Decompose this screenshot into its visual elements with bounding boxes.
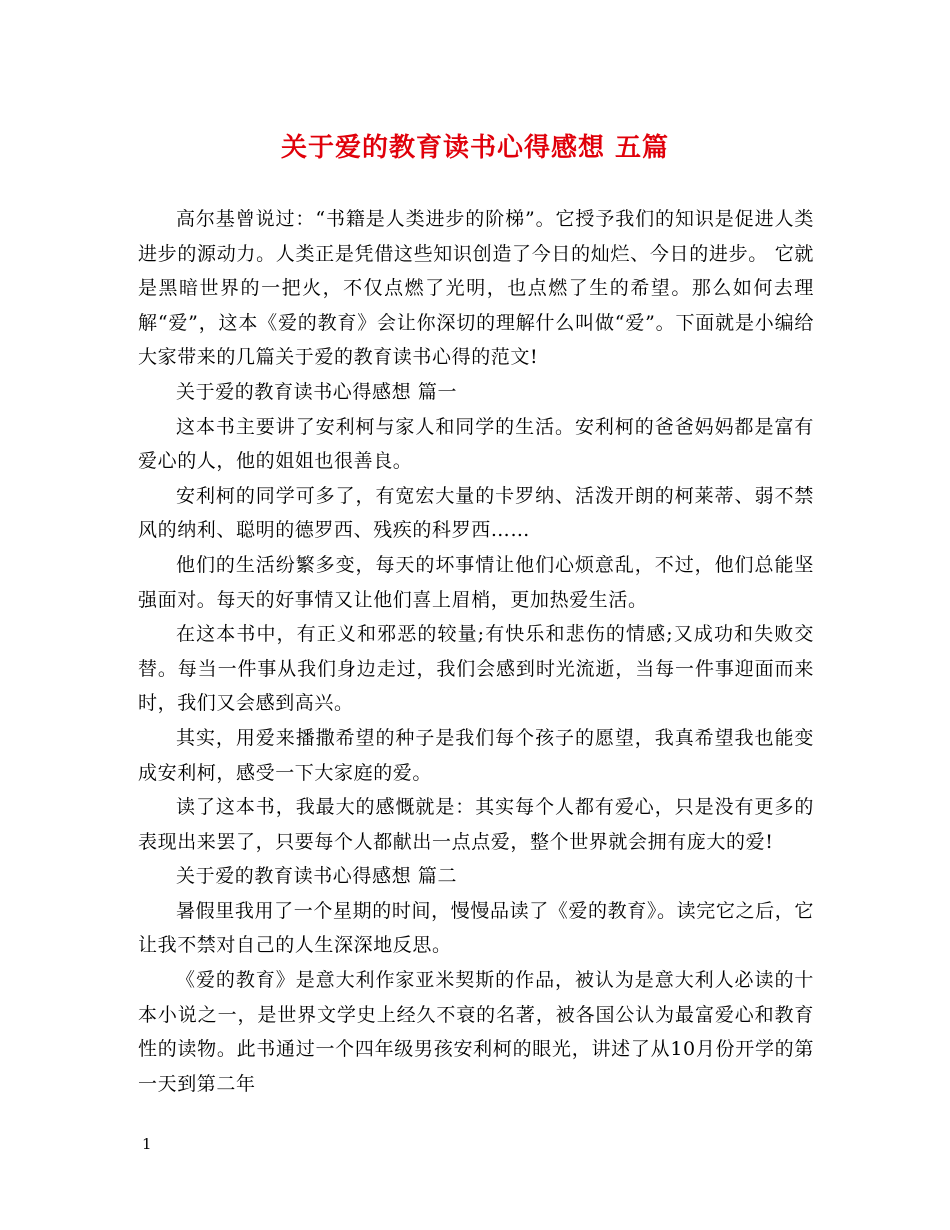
paragraph: 《爱的教育》是意大利作家亚米契斯的作品，被认为是意大利人必读的十本小说之一，是世界文学史上经久不衰的名著，被各国公认为最富爱心和教育性的读物。此书通过一个四年级男孩安利柯的眼光，讲述了从10月份开学的第一天到第二年 [138,969,814,1095]
document-title: 关于爱的教育读书心得感想 五篇 [280,133,670,163]
document-body [138,202,814,1101]
section-heading-1: 关于爱的教育读书心得感想 篇一 [176,380,458,403]
paragraph: 安利柯的同学可多了，有宽宏大量的卡罗纳、活泼开朗的柯莱蒂、弱不禁风的纳利、聪明的德罗西、残疾的科罗西…… [138,484,814,542]
paragraph: 这本书主要讲了安利柯与家人和同学的生活。安利柯的爸爸妈妈都是富有爱心的人，他的姐姐也很善良。 [138,415,814,473]
paragraph: 读了这本书，我最大的感慨就是：其实每个人都有爱心，只是没有更多的表现出来罢了，只要每个人都献出一点点爱，整个世界就会拥有庞大的爱! [138,796,814,853]
paragraph-intro: 高尔基曾说过：“书籍是人类进步的阶梯”。它授予我们的知识是促进人类进步的源动力。人类正是凭借这些知识创造了今日的灿烂、今日的进步。 它就是黑暗世界的一把火，不仅点燃了光明，也点燃了生的希望。那么如何去理解“爱”，这本《爱的教育》会让你深切的理解什么叫做“爱”。下面就是小编给大家带来的几篇关于爱的教育读书心得的范文! [138,208,814,369]
section-heading-2: 关于爱的教育读书心得感想 篇二 [176,865,458,888]
paragraph: 暑假里我用了一个星期的时间，慢慢品读了《爱的教育》。读完它之后，它让我不禁对自己的人生深深地反思。 [138,899,814,957]
paragraph: 其实，用爱来播撒希望的种子是我们每个孩子的愿望，我真希望我也能变成安利柯，感受一下大家庭的爱。 [138,726,814,784]
page-number: 1 [142,1135,152,1153]
paragraph: 他们的生活纷繁多变，每天的坏事情让他们心烦意乱，不过，他们总能坚强面对。每天的好事情又让他们喜上眉梢，更加热爱生活。 [138,553,814,611]
paragraph: 在这本书中，有正义和邪恶的较量;有快乐和悲伤的情感;又成功和失败交替。每当一件事从我们身边走过，我们会感到时光流逝，当每一件事迎面而来时，我们又会感到高兴。 [138,623,814,715]
